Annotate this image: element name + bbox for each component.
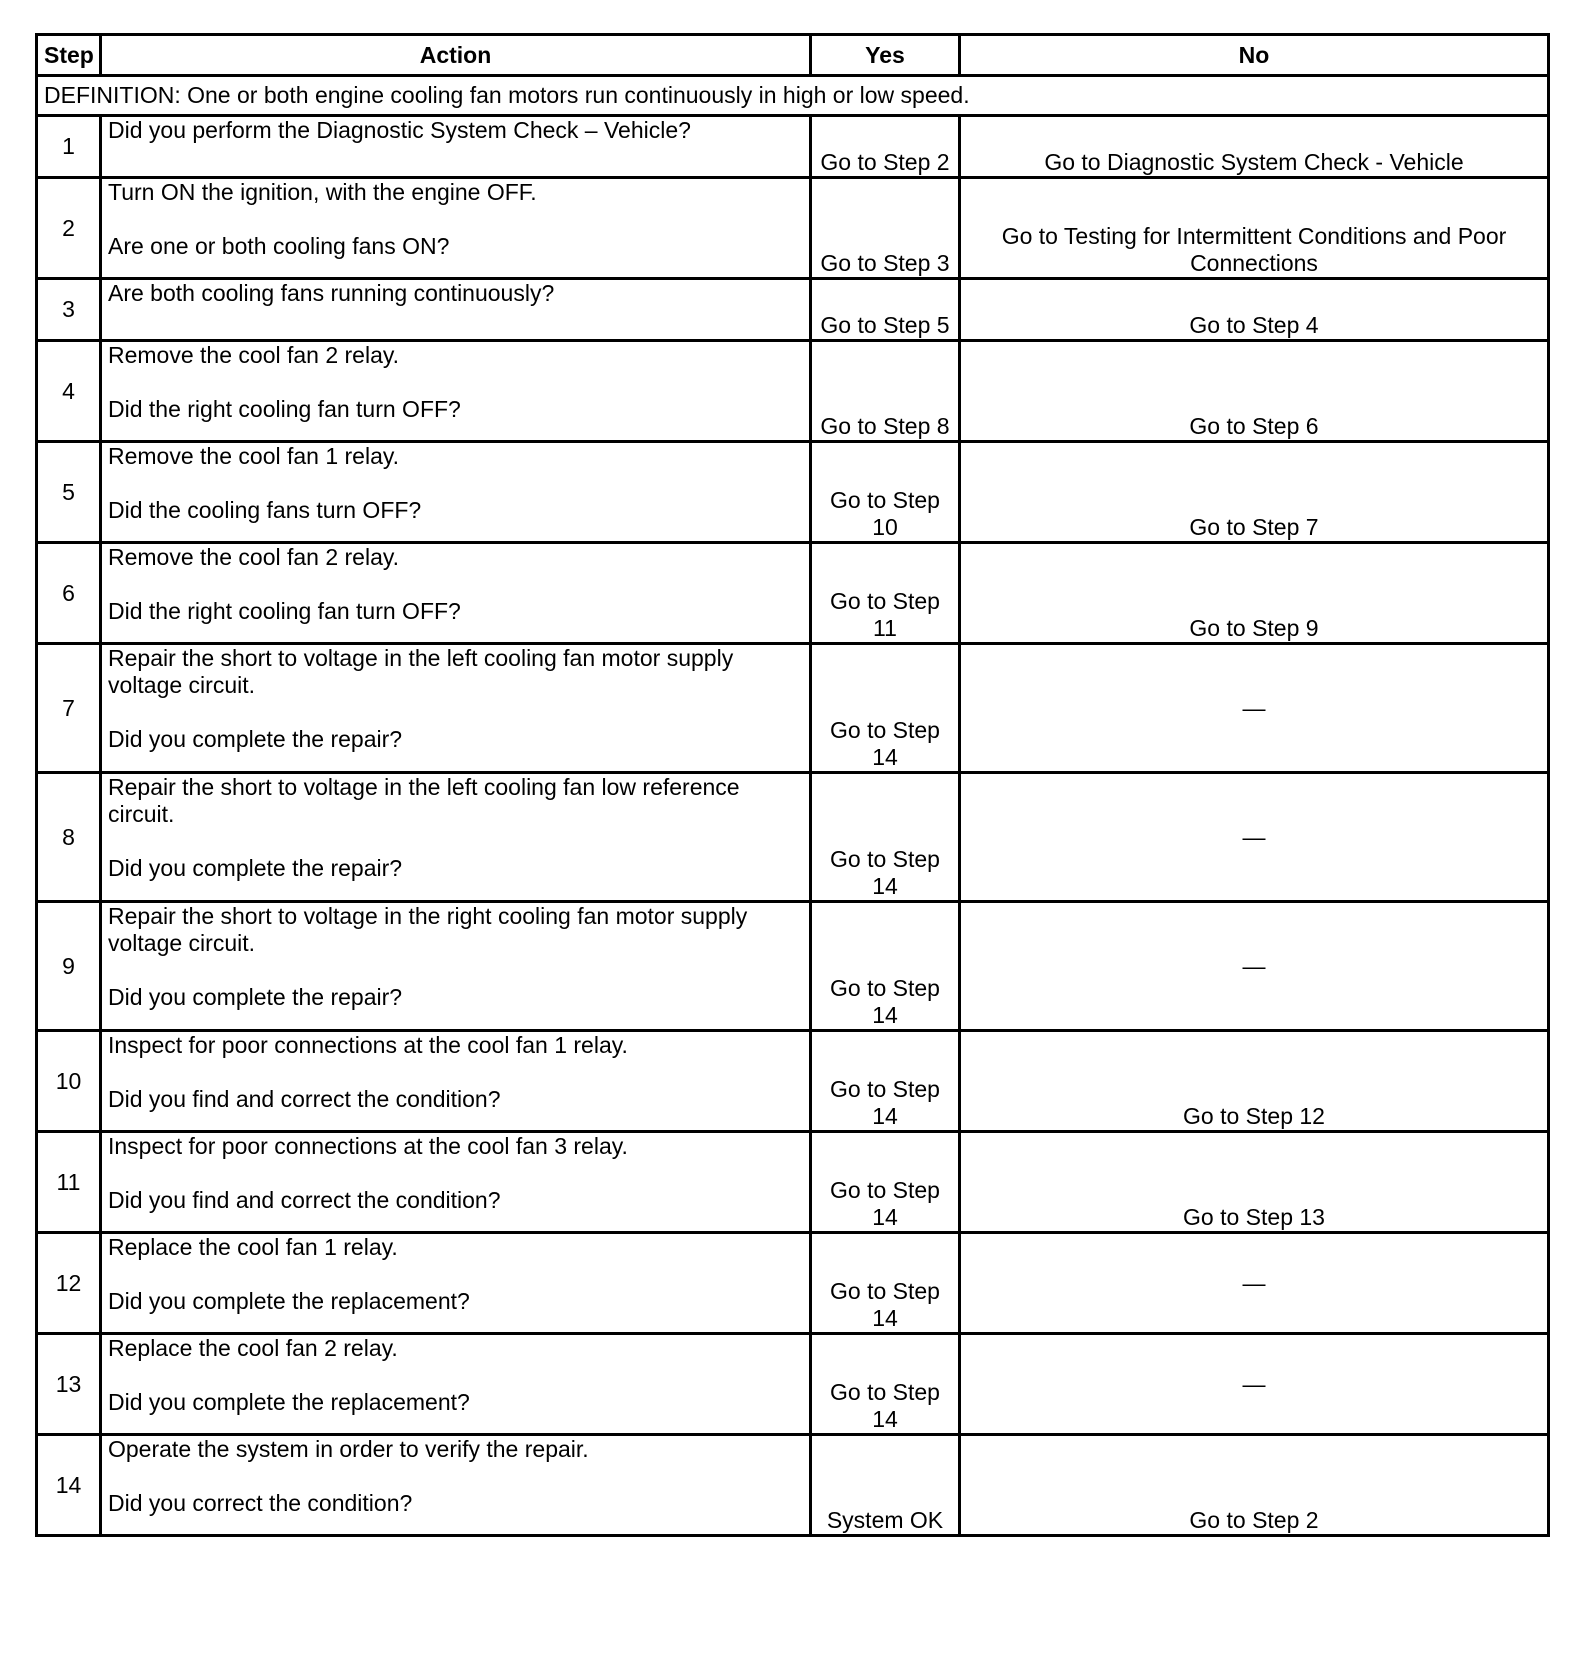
no-cell: — xyxy=(960,1334,1549,1435)
no-cell: Go to Step 6 xyxy=(960,341,1549,442)
table-row xyxy=(37,341,1549,442)
no-cell: Go to Step 4 xyxy=(960,279,1549,341)
table-row xyxy=(37,1435,1549,1536)
action-cell xyxy=(101,1031,811,1132)
step-number: 12 xyxy=(37,1233,101,1334)
action-text: Remove the cool fan 2 relay. xyxy=(108,544,400,570)
no-cell: Go to Step 2 xyxy=(960,1435,1549,1536)
step-number: 9 xyxy=(37,902,101,1031)
action-question: Are one or both cooling fans ON? xyxy=(108,233,450,259)
action-text: Repair the short to voltage in the left cooling fan low reference circuit. xyxy=(108,774,740,827)
action-question: Did you find and correct the condition? xyxy=(108,1086,501,1112)
action-question: Did you complete the repair? xyxy=(108,855,403,881)
header-no: No xyxy=(960,35,1549,76)
action-question: Did you correct the condition? xyxy=(108,1490,413,1516)
no-cell: — xyxy=(960,644,1549,773)
yes-cell: Go to Step 8 xyxy=(811,341,960,442)
action-cell xyxy=(101,178,811,279)
action-question: Did the right cooling fan turn OFF? xyxy=(108,396,461,422)
yes-cell: Go to Step 11 xyxy=(811,543,960,644)
action-text: Replace the cool fan 2 relay. xyxy=(108,1335,398,1361)
yes-cell: Go to Step 14 xyxy=(811,1031,960,1132)
table-row xyxy=(37,902,1549,1031)
action-cell xyxy=(101,543,811,644)
action-cell xyxy=(101,773,811,902)
action-text: Inspect for poor connections at the cool fan 1 relay. xyxy=(108,1032,628,1058)
step-number: 1 xyxy=(37,116,101,178)
action-cell xyxy=(101,116,811,178)
step-number: 6 xyxy=(37,543,101,644)
step-number: 5 xyxy=(37,442,101,543)
step-number: 13 xyxy=(37,1334,101,1435)
table-row xyxy=(37,1031,1549,1132)
table-row xyxy=(37,442,1549,543)
header-row xyxy=(37,35,1549,76)
yes-cell: Go to Step 14 xyxy=(811,1233,960,1334)
action-question: Did you perform the Diagnostic System Check – Vehicle? xyxy=(108,117,691,143)
action-cell xyxy=(101,1233,811,1334)
action-cell xyxy=(101,644,811,773)
action-text: Repair the short to voltage in the left cooling fan motor supply voltage circuit. xyxy=(108,645,734,698)
step-number: 10 xyxy=(37,1031,101,1132)
header-action: Action xyxy=(101,35,811,76)
action-text: Operate the system in order to verify the repair. xyxy=(108,1436,589,1462)
no-cell: Go to Step 12 xyxy=(960,1031,1549,1132)
action-question: Did you complete the replacement? xyxy=(108,1288,470,1314)
definition-text: DEFINITION: One or both engine cooling fan motors run continuously in high or low speed. xyxy=(37,76,1549,116)
action-cell xyxy=(101,1132,811,1233)
no-cell: Go to Testing for Intermittent Conditions and Poor Connections xyxy=(960,178,1549,279)
no-cell: Go to Step 13 xyxy=(960,1132,1549,1233)
action-cell xyxy=(101,1334,811,1435)
action-question: Did the cooling fans turn OFF? xyxy=(108,497,422,523)
step-number: 14 xyxy=(37,1435,101,1536)
yes-cell: System OK xyxy=(811,1435,960,1536)
no-cell: — xyxy=(960,1233,1549,1334)
action-question: Are both cooling fans running continuously? xyxy=(108,280,555,306)
action-text: Replace the cool fan 1 relay. xyxy=(108,1234,398,1260)
header-yes: Yes xyxy=(811,35,960,76)
action-text: Turn ON the ignition, with the engine OFF. xyxy=(108,179,537,205)
action-text: Repair the short to voltage in the right cooling fan motor supply voltage circuit. xyxy=(108,903,748,956)
action-cell xyxy=(101,442,811,543)
yes-cell: Go to Step 14 xyxy=(811,902,960,1031)
action-question: Did you complete the repair? xyxy=(108,726,403,752)
yes-cell: Go to Step 14 xyxy=(811,1334,960,1435)
action-text: Remove the cool fan 1 relay. xyxy=(108,443,400,469)
action-cell xyxy=(101,279,811,341)
no-cell: — xyxy=(960,773,1549,902)
diagnostic-table xyxy=(35,33,1550,1537)
step-number: 3 xyxy=(37,279,101,341)
table-row xyxy=(37,1233,1549,1334)
yes-cell: Go to Step 5 xyxy=(811,279,960,341)
action-text: Remove the cool fan 2 relay. xyxy=(108,342,400,368)
action-question: Did the right cooling fan turn OFF? xyxy=(108,598,461,624)
step-number: 11 xyxy=(37,1132,101,1233)
table-row xyxy=(37,116,1549,178)
table-row xyxy=(37,279,1549,341)
action-cell xyxy=(101,902,811,1031)
table-row xyxy=(37,1132,1549,1233)
action-question: Did you complete the replacement? xyxy=(108,1389,470,1415)
step-number: 4 xyxy=(37,341,101,442)
action-question: Did you complete the repair? xyxy=(108,984,403,1010)
action-cell xyxy=(101,341,811,442)
no-cell: Go to Diagnostic System Check - Vehicle xyxy=(960,116,1549,178)
action-text: Inspect for poor connections at the cool fan 3 relay. xyxy=(108,1133,628,1159)
no-cell: Go to Step 9 xyxy=(960,543,1549,644)
yes-cell: Go to Step 14 xyxy=(811,1132,960,1233)
definition-row xyxy=(37,76,1549,116)
yes-cell: Go to Step 14 xyxy=(811,644,960,773)
step-number: 2 xyxy=(37,178,101,279)
table-row xyxy=(37,644,1549,773)
step-number: 7 xyxy=(37,644,101,773)
yes-cell: Go to Step 2 xyxy=(811,116,960,178)
table-row xyxy=(37,543,1549,644)
yes-cell: Go to Step 14 xyxy=(811,773,960,902)
yes-cell: Go to Step 10 xyxy=(811,442,960,543)
no-cell: Go to Step 7 xyxy=(960,442,1549,543)
step-number: 8 xyxy=(37,773,101,902)
table-row xyxy=(37,1334,1549,1435)
no-cell: — xyxy=(960,902,1549,1031)
action-cell xyxy=(101,1435,811,1536)
action-question: Did you find and correct the condition? xyxy=(108,1187,501,1213)
header-step: Step xyxy=(37,35,101,76)
table-row xyxy=(37,178,1549,279)
yes-cell: Go to Step 3 xyxy=(811,178,960,279)
table-row xyxy=(37,773,1549,902)
